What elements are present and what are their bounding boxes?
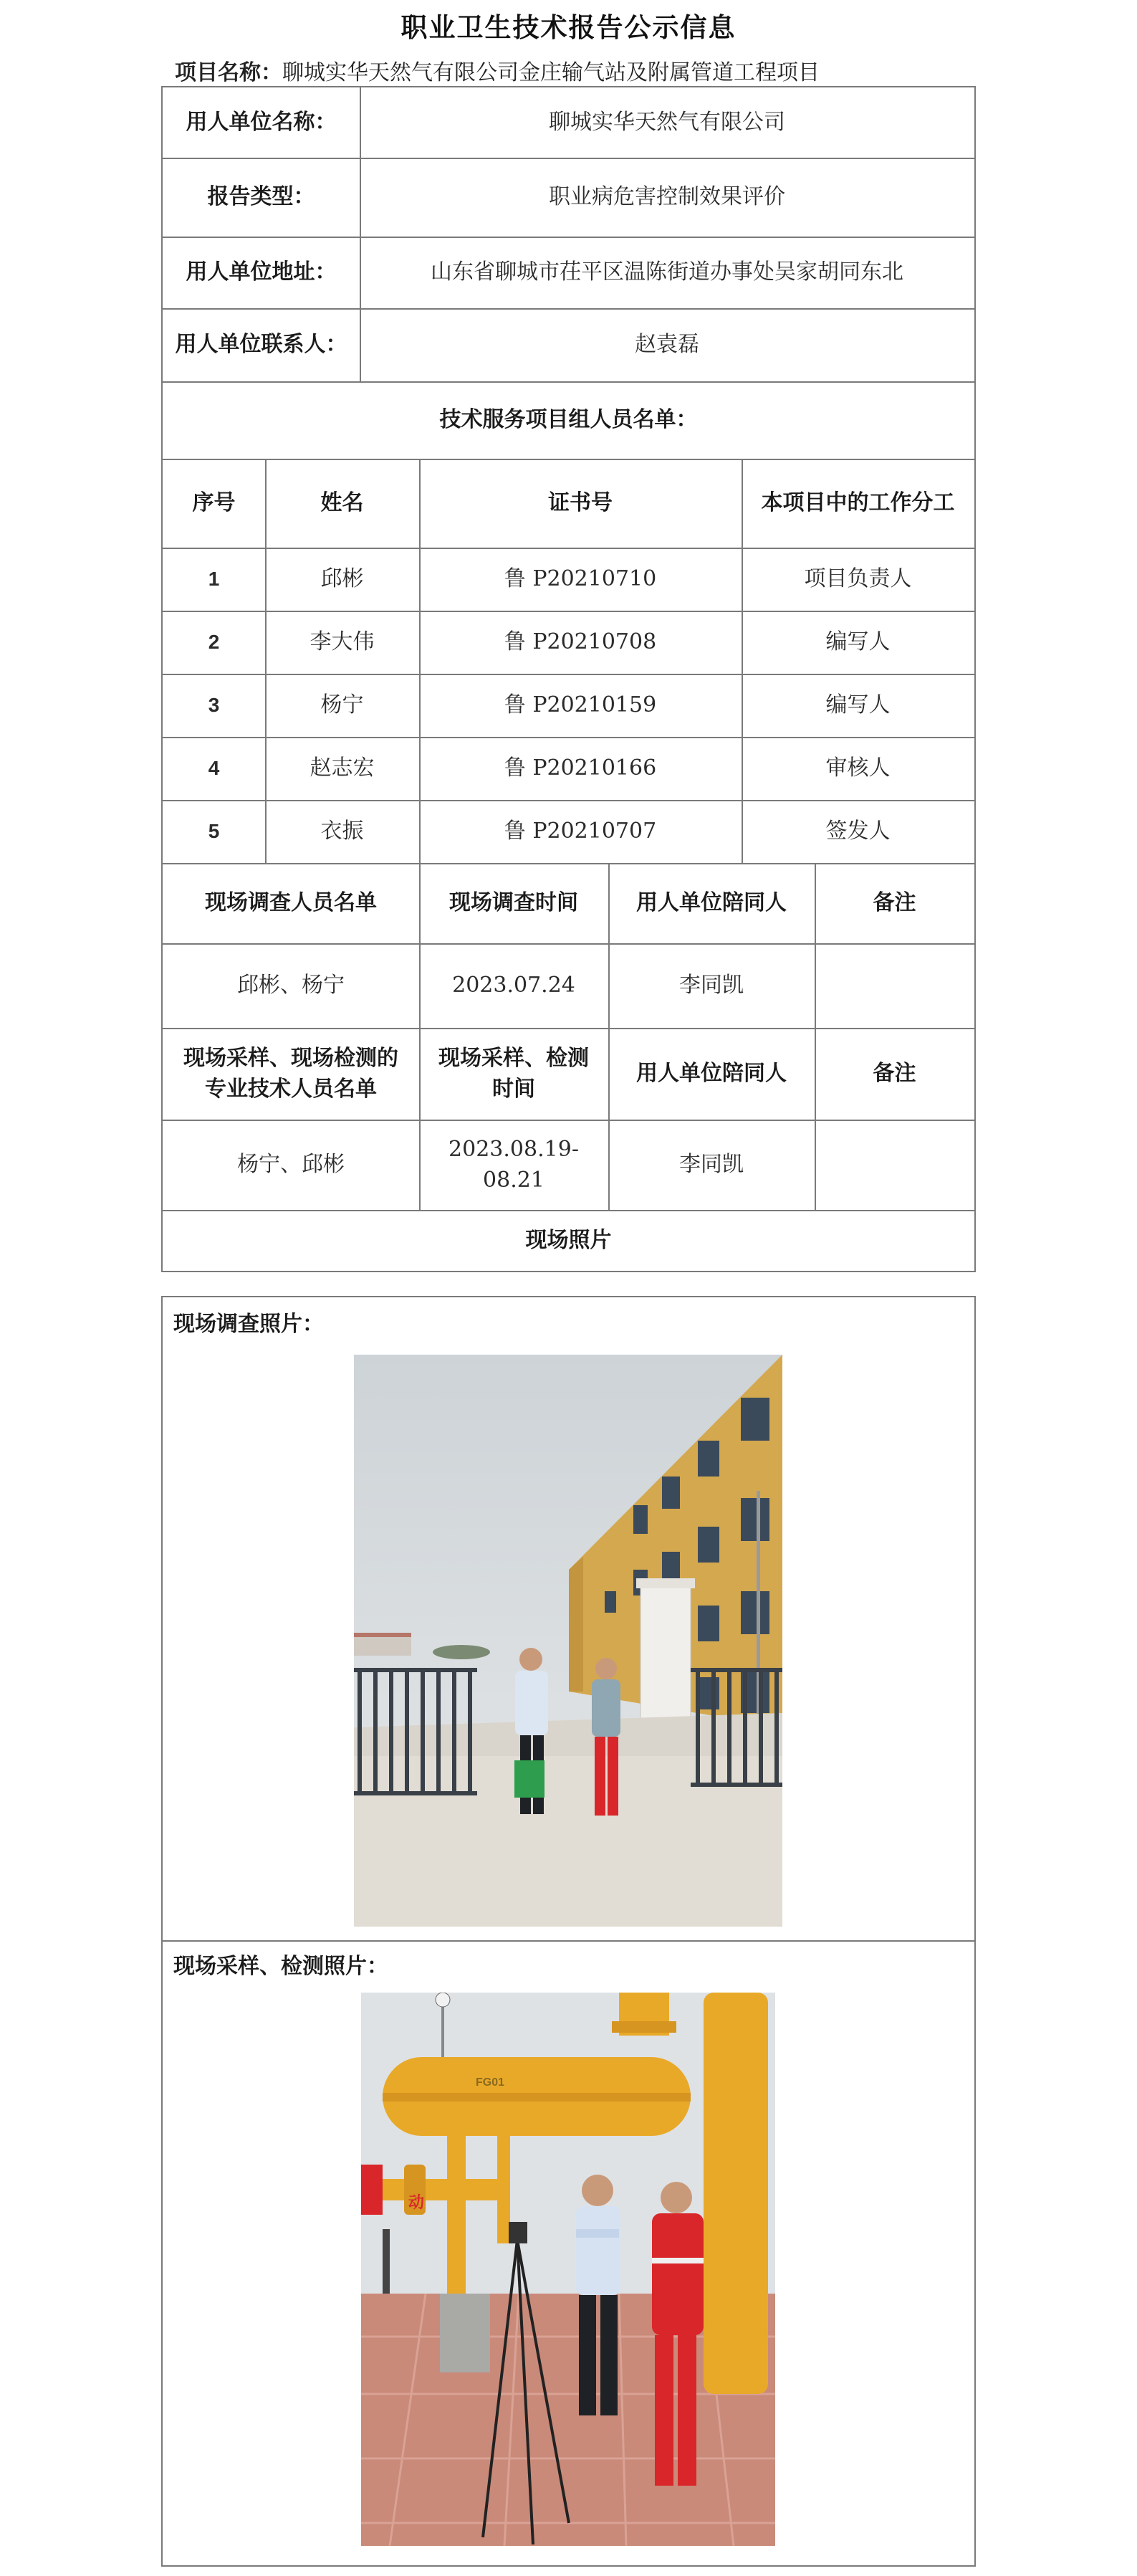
team-member-role: 审核人 (825, 755, 891, 781)
site-photos-heading: 现场照片 (525, 1227, 612, 1253)
survey-remarks-value (815, 943, 974, 1028)
survey-photos-label: 现场调查照片： (173, 1312, 324, 1337)
sampling-col-staff: 现场采样、现场检测的 专业技术人员名单 (183, 1045, 398, 1102)
project-name-line (175, 54, 820, 86)
document-title: 职业卫生技术报告公示信息 (400, 11, 737, 43)
survey-col-staff: 现场调查人员名单 (205, 890, 377, 916)
sampling-escort-value: 李同凯 (679, 1152, 744, 1178)
team-member-number: 3 (208, 693, 220, 716)
team-col-role: 本项目中的工作分工 (761, 490, 955, 516)
team-member-name: 邱彬 (320, 566, 364, 592)
team-col-number: 序号 (192, 490, 236, 516)
team-col-name: 姓名 (320, 490, 364, 516)
team-member-certificate: 鲁 P20210710 (504, 566, 657, 592)
sampling-time-value: 2023.08.19-08.21 (448, 1136, 579, 1193)
survey-col-time: 现场调查时间 (449, 890, 578, 916)
company-contact-value: 赵袁磊 (635, 332, 699, 358)
team-member-name: 杨宁 (320, 692, 364, 718)
sampling-col-escort: 用人单位陪同人 (636, 1061, 787, 1087)
survey-col-escort: 用人单位陪同人 (636, 890, 787, 916)
team-member-name: 赵志宏 (310, 755, 375, 781)
company-address-value: 山东省聊城市茌平区温陈街道办事处吴家胡同东北 (431, 259, 903, 285)
team-member-number: 1 (208, 567, 220, 590)
company-address-label: 用人单位地址： (186, 259, 337, 285)
team-member-certificate: 鲁 P20210707 (504, 819, 657, 844)
team-member-name: 衣振 (320, 819, 364, 844)
survey-photo (354, 1355, 782, 1927)
team-member-number: 2 (208, 630, 220, 653)
survey-escort-value: 李同凯 (679, 973, 744, 998)
sampling-photo (361, 1993, 775, 2546)
info-table (161, 86, 976, 1272)
sampling-staff-value: 杨宁、邱彬 (237, 1152, 345, 1178)
tank-code-text: FG01 (476, 2076, 505, 2089)
report-type-label: 报告类型： (207, 184, 315, 210)
company-name-value: 聊城实华天然气有限公司 (549, 110, 785, 135)
team-member-certificate: 鲁 P20210708 (504, 629, 657, 655)
team-member-number: 5 (208, 819, 220, 842)
team-member-role: 编写人 (825, 629, 891, 655)
sampling-col-remarks: 备注 (873, 1061, 916, 1087)
company-name-label: 用人单位名称： (186, 110, 337, 135)
report-type-value: 职业病危害控制效果评价 (549, 184, 785, 210)
team-member-number: 4 (208, 756, 220, 779)
company-contact-label: 用人单位联系人： (175, 332, 347, 358)
survey-col-remarks: 备注 (873, 890, 916, 916)
team-member-name: 李大伟 (310, 629, 375, 655)
team-heading: 技术服务项目组人员名单： (439, 407, 698, 433)
hazard-sign-text: 动 (408, 2193, 425, 2211)
project-name-value: 聊城实华天然气有限公司金庄输气站及附属管道工程项目 (282, 60, 820, 85)
team-member-role: 编写人 (825, 692, 891, 718)
team-member-certificate: 鲁 P20210166 (504, 755, 657, 781)
team-col-certificate: 证书号 (548, 490, 613, 516)
team-member-role: 签发人 (825, 819, 891, 844)
sampling-remarks-value (815, 1120, 974, 1210)
survey-staff-value: 邱彬、杨宁 (237, 973, 345, 998)
survey-time-value: 2023.07.24 (452, 973, 575, 998)
team-member-certificate: 鲁 P20210159 (504, 692, 657, 718)
sampling-col-time: 现场采样、检测 时间 (438, 1045, 589, 1102)
sampling-photos-label: 现场采样、检测照片： (173, 1954, 388, 1979)
project-name-label: 项目名称： (175, 60, 282, 85)
team-member-role: 项目负责人 (804, 566, 912, 592)
